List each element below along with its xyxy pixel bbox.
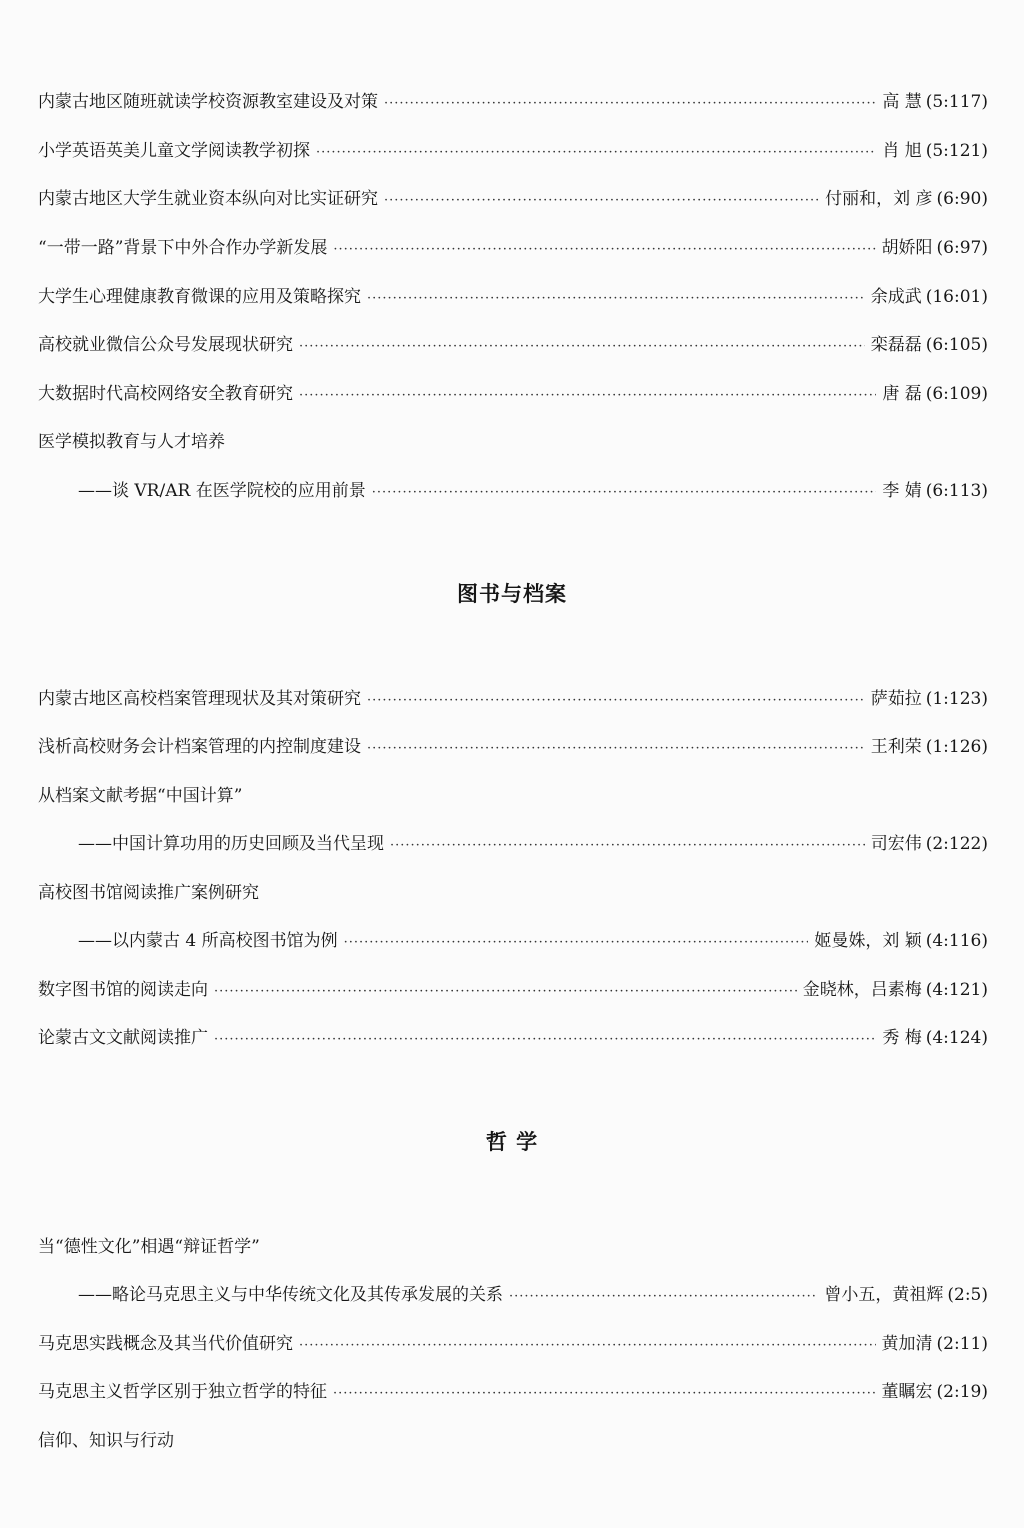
entry-ref: (1:126) [925, 737, 988, 757]
dot-leader [333, 238, 875, 262]
toc-entry [38, 978, 988, 1004]
section-heading: 哲 学 [485, 1130, 539, 1154]
entry-author: 司宏伟 [870, 834, 922, 854]
entry-author: 萨茹拉 [870, 689, 922, 709]
entry-ref: (16:01) [925, 287, 988, 307]
entry-title: 从档案文献考据“中国计算” [38, 786, 243, 806]
toc-entry [38, 90, 988, 116]
entry-author: 曾小五，黄祖辉 [824, 1285, 944, 1305]
entry-author: 金晓林，吕素梅 [802, 980, 922, 1000]
entry-ref: (6:105) [925, 335, 988, 355]
entry-title: 论蒙古文文献阅读推广 [38, 1028, 208, 1048]
entry-title: 内蒙古地区随班就读学校资源教室建设及对策 [38, 92, 378, 112]
entry-title: 数字图书馆的阅读走向 [38, 980, 208, 1000]
dot-leader [367, 689, 865, 713]
toc-entry [38, 285, 988, 311]
dot-leader [509, 1285, 818, 1309]
entry-author: 李 婧 [882, 481, 922, 501]
entry-ref: (4:124) [925, 1028, 988, 1048]
entry-author: 秀 梅 [882, 1028, 922, 1048]
toc-entry-subtitle [78, 929, 988, 955]
entry-ref: (6:113) [925, 481, 988, 501]
entry-author: 董瞩宏 [881, 1382, 933, 1402]
entry-title: 医学模拟教育与人才培养 [38, 432, 225, 452]
toc-entry-subtitle [78, 832, 988, 858]
entry-author: 栾磊磊 [870, 335, 922, 355]
toc-entry [38, 382, 988, 408]
entry-title: 当“德性文化”相遇“辩证哲学” [38, 1237, 260, 1257]
dot-leader [344, 931, 809, 955]
toc-entry [38, 1332, 988, 1358]
entry-author: 姬曼姝，刘 颖 [814, 931, 922, 951]
entry-author: 高 慧 [882, 92, 922, 112]
dot-leader [299, 384, 876, 408]
entry-author: 付丽和，刘 彦 [825, 189, 933, 209]
toc-entry [38, 236, 988, 262]
entry-title: 信仰、知识与行动 [38, 1431, 174, 1451]
toc-entry [38, 1380, 988, 1406]
entry-title: 内蒙古地区大学生就业资本纵向对比实证研究 [38, 189, 378, 209]
entry-ref: (2:5) [947, 1285, 988, 1305]
entry-title: 马克思实践概念及其当代价值研究 [38, 1334, 293, 1354]
entry-ref: (2:19) [936, 1382, 988, 1402]
entry-author: 胡娇阳 [881, 238, 933, 258]
toc-entry-main-title [38, 784, 242, 808]
dot-leader [214, 1028, 876, 1052]
entry-title: ——谈 VR/AR 在医学院校的应用前景 [78, 481, 366, 501]
section-heading: 图书与档案 [457, 582, 567, 606]
entry-ref: (5:121) [925, 141, 988, 161]
entry-ref: (6:97) [936, 238, 988, 258]
toc-entry [38, 687, 988, 713]
entry-ref: (6:90) [936, 189, 988, 209]
dot-leader [214, 980, 797, 1004]
entry-ref: (4:116) [925, 931, 988, 951]
entry-ref: (2:11) [936, 1334, 988, 1354]
entry-ref: (5:117) [925, 92, 988, 112]
entry-title: 大数据时代高校网络安全教育研究 [38, 384, 293, 404]
entry-author: 余成武 [870, 287, 922, 307]
dot-leader [333, 1382, 876, 1406]
entry-author: 王利荣 [870, 737, 922, 757]
dot-leader [367, 287, 865, 311]
entry-title: ——中国计算功用的历史回顾及当代呈现 [78, 834, 384, 854]
entry-ref: (4:121) [925, 980, 988, 1000]
entry-title: 高校图书馆阅读推广案例研究 [38, 883, 259, 903]
toc-entry [38, 735, 988, 761]
entry-title: 马克思主义哲学区别于独立哲学的特征 [38, 1382, 327, 1402]
dot-leader [372, 481, 877, 505]
entry-title: 大学生心理健康教育微课的应用及策略探究 [38, 287, 361, 307]
entry-author: 唐 磊 [882, 384, 922, 404]
entry-title: ——略论马克思主义与中华传统文化及其传承发展的关系 [78, 1285, 503, 1305]
toc-entry-main-title [38, 1235, 260, 1259]
entry-title: 内蒙古地区高校档案管理现状及其对策研究 [38, 689, 361, 709]
entry-title: 高校就业微信公众号发展现状研究 [38, 335, 293, 355]
toc-entry-main-title [38, 1429, 174, 1453]
dot-leader [384, 189, 819, 213]
toc-entry [38, 333, 988, 359]
entry-ref: (2:122) [925, 834, 988, 854]
entry-author: 黄加清 [881, 1334, 933, 1354]
toc-entry [38, 187, 988, 213]
dot-leader [384, 92, 876, 116]
dot-leader [299, 335, 865, 359]
dot-leader [367, 737, 865, 761]
toc-entry-main-title [38, 430, 225, 454]
dot-leader [299, 1334, 876, 1358]
toc-entry [38, 139, 988, 165]
entry-title: 浅析高校财务会计档案管理的内控制度建设 [38, 737, 361, 757]
entry-ref: (1:123) [925, 689, 988, 709]
dot-leader [316, 141, 876, 165]
entry-author: 肖 旭 [882, 141, 922, 161]
toc-entry [38, 1026, 988, 1052]
entry-title: ——以内蒙古 4 所高校图书馆为例 [78, 931, 338, 951]
toc-entry-subtitle [78, 1283, 988, 1309]
toc-entry-subtitle [78, 479, 988, 505]
dot-leader [390, 834, 865, 858]
entry-title: 小学英语英美儿童文学阅读教学初探 [38, 141, 310, 161]
entry-ref: (6:109) [925, 384, 988, 404]
entry-title: “一带一路”背景下中外合作办学新发展 [38, 238, 328, 258]
toc-entry-main-title [38, 881, 259, 905]
